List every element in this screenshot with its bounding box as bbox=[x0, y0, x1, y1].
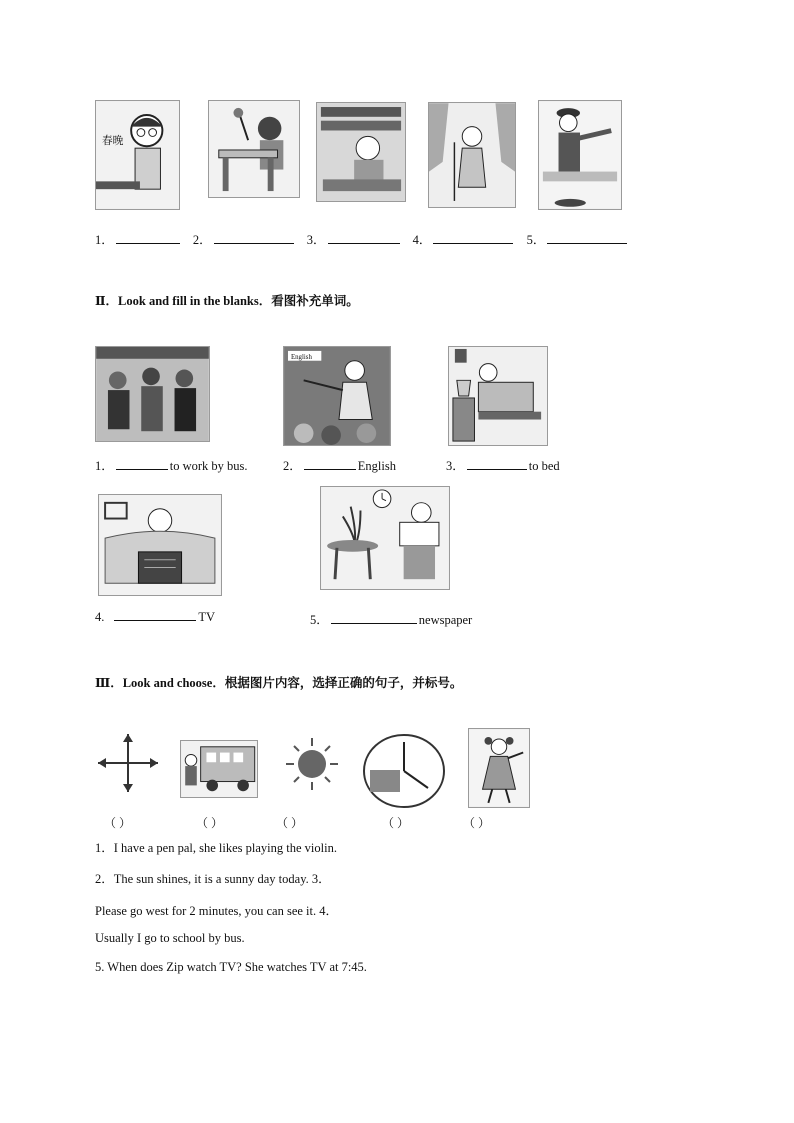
sentence-2: 2．The sun shines, it is a sunny day today. 3． bbox=[95, 872, 331, 886]
s1-blank-2[interactable] bbox=[214, 233, 294, 244]
s1-num-1: 1． bbox=[95, 233, 114, 247]
picture-library bbox=[316, 102, 406, 202]
picture-school-bus bbox=[180, 740, 258, 798]
s2-num-2: 2． bbox=[283, 459, 302, 473]
paren-5[interactable]: （ ） bbox=[463, 816, 491, 830]
s2-text-1: to work by bus. bbox=[169, 459, 248, 473]
boy-and-bus-image bbox=[181, 741, 257, 797]
s2-text-4: TV bbox=[198, 610, 216, 624]
s2-blank-3[interactable] bbox=[467, 459, 527, 470]
sentence-3: Please go west for 2 minutes, you can see it. 4． bbox=[95, 904, 339, 918]
traffic-policeman-image bbox=[539, 101, 621, 209]
picture-teacher-board bbox=[283, 346, 391, 446]
compass-arrows-image bbox=[94, 730, 162, 796]
sentence-4: Usually I go to school by bus. bbox=[95, 931, 245, 945]
picture-bedroom bbox=[448, 346, 548, 446]
singer-on-stage-image bbox=[429, 103, 515, 207]
picture-bus bbox=[95, 346, 210, 442]
s1-num-4: 4． bbox=[412, 233, 432, 247]
s2-blank-2[interactable] bbox=[304, 459, 356, 470]
section1-answer-line bbox=[95, 230, 629, 248]
board-text: English bbox=[290, 353, 312, 361]
picture-clock bbox=[362, 732, 446, 810]
teacher-with-glasses-image bbox=[96, 101, 179, 209]
section2-heading: Ⅱ．Look and fill in the blanks．看图补充单词。 bbox=[95, 294, 359, 308]
section3-heading: Ⅲ．Look and choose．根据图片内容，选择正确的句子，并标号。 bbox=[95, 676, 463, 690]
s2-blank-4[interactable] bbox=[114, 610, 196, 621]
girl-going-to-bed-image bbox=[449, 347, 547, 445]
picture-newspaper bbox=[320, 486, 450, 590]
sun-image bbox=[274, 736, 350, 798]
s1-num-5: 5． bbox=[526, 233, 546, 247]
s2-num-3: 3． bbox=[446, 459, 465, 473]
s1-blank-4[interactable] bbox=[433, 233, 513, 244]
s2-text-2: English bbox=[357, 459, 396, 473]
s2-num-4: 4. bbox=[95, 610, 105, 624]
paren-1[interactable]: （ ） bbox=[104, 816, 132, 830]
sentence-1: 1．I have a pen pal, she likes playing the violin. bbox=[95, 841, 337, 855]
sign-text: 春晚 bbox=[101, 135, 124, 148]
man-in-library-image bbox=[317, 103, 405, 201]
section2-row2-answer-4 bbox=[95, 610, 215, 625]
picture-student-desk bbox=[208, 100, 300, 198]
s2-text-5: newspaper bbox=[418, 613, 473, 627]
student-at-desk-image bbox=[209, 101, 299, 197]
s2-num-5: 5． bbox=[310, 613, 329, 627]
paren-4[interactable]: （ ） bbox=[382, 816, 410, 830]
s1-blank-3[interactable] bbox=[328, 233, 400, 244]
picture-sun bbox=[274, 736, 350, 798]
girl-playing-violin-image bbox=[469, 729, 529, 807]
reading-newspaper-image bbox=[321, 487, 449, 589]
picture-singer bbox=[428, 102, 516, 208]
sentence-5: 5. When does Zip watch TV? She watches TV at 7:45. bbox=[95, 960, 367, 974]
clock-image bbox=[362, 732, 446, 810]
s1-num-2: 2． bbox=[192, 233, 212, 247]
paren-2[interactable]: （ ） bbox=[196, 816, 224, 830]
section2-row2-answer-5 bbox=[310, 610, 472, 628]
section2-row1-answer-3 bbox=[446, 456, 560, 474]
section2-row1-answer-2 bbox=[283, 456, 396, 474]
s2-blank-1[interactable] bbox=[116, 459, 168, 470]
s1-blank-5[interactable] bbox=[547, 233, 627, 244]
boy-watching-tv-image bbox=[99, 495, 221, 595]
paren-3[interactable]: （ ） bbox=[276, 816, 304, 830]
s2-blank-5[interactable] bbox=[331, 613, 417, 624]
s2-text-3: to bed bbox=[528, 459, 560, 473]
s1-num-3: 3． bbox=[306, 233, 326, 247]
picture-teacher bbox=[95, 100, 180, 210]
teacher-at-blackboard-image bbox=[284, 347, 390, 445]
picture-watching-tv bbox=[98, 494, 222, 596]
people-on-bus-image bbox=[96, 347, 209, 441]
picture-compass bbox=[94, 730, 162, 796]
s2-num-1: 1． bbox=[95, 459, 114, 473]
section2-row1-answers bbox=[95, 456, 248, 474]
picture-violin-girl bbox=[468, 728, 530, 808]
s1-blank-1[interactable] bbox=[116, 233, 180, 244]
picture-policeman bbox=[538, 100, 622, 210]
